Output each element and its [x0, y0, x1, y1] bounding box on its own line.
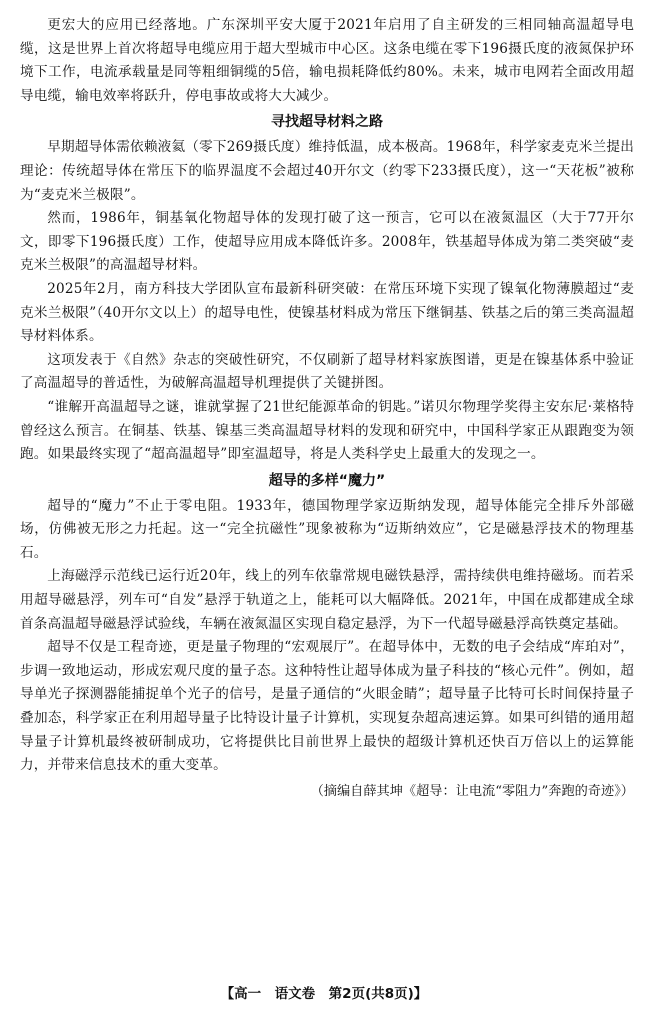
paragraph: 超导的“魔力”不止于零电阻。1933年，德国物理学家迈斯纳发现，超导体能完全排斥外部磁场，仿佛被无形之力托起。这一“完全抗磁性”现象被称为“迈斯纳效应”，它是磁悬浮技术的物理基石。 [20, 497, 634, 561]
paragraph-intro: 更宏大的应用已经落地。广东深圳平安大厦于2021年启用了自主研发的三相同轴高温超导电缆，这是世界上首次将超导电缆应用于超大型城市中心区。这条电缆在零下196摄氏度的液氮保护环境下工作，电流承载量是同等粗细铜缆的5倍，输电损耗降低约80%。未来，城市电网若全面改用超导电缆，输电效率将跃升，停电事故或将大大减少。 [20, 17, 634, 104]
document-body [20, 14, 634, 803]
paragraph: 早期超导体需依赖液氦（零下269摄氏度）维持低温，成本极高。1968年，科学家麦克米兰提出理论：传统超导体在常压下的临界温度不会超过40开尔文（约零下233摄氏度），这一“天花板”被称为“麦克米兰极限”。 [20, 139, 634, 203]
paragraph: 这项发表于《自然》杂志的突破性研究，不仅刷新了超导材料家族图谱，更是在镍基体系中验证了高温超导的普适性，为破解高温超导机理提供了关键拼图。 [20, 351, 634, 392]
paragraph: “谁解开高温超导之谜，谁就掌握了21世纪能源革命的钥匙。”诺贝尔物理学奖得主安东尼·莱格特曾经这么预言。在铜基、铁基、镍基三类高温超导材料的发现和研究中，中国科学家正从跟跑变为领跑。如果最终实现了“超高温超导”即室温超导，将是人类科学史上最重大的发现之一。 [20, 398, 634, 463]
section-heading-materials: 寻找超导材料之路 [271, 114, 383, 131]
paragraph: 超导不仅是工程奇迹，更是量子物理的“宏观展厅”。在超导体中，无数的电子会结成“库珀对”，步调一致地运动，形成宏观尺度的量子态。这种特性让超导体成为量子科技的“核心元件”。例如，超导单光子探测器能捕捉单个光子的信号，是量子通信的“火眼金睛”；超导量子比特可长时间保持量子叠加态，科学家正在利用超导量子比特设计量子计算机，实现复杂超高速运算。如果可纠错的通用超导量子计算机最终被研制成功，它将提供比目前世界上最快的超级计算机还快百万倍以上的运算能力，并带来信息技术的重大变革。 [20, 639, 634, 774]
paragraph: 然而，1986年，铜基氧化物超导体的发现打破了这一预言，它可以在液氮温区（大于77开尔文，即零下196摄氏度）工作，使超导应用成本降低许多。2008年，铁基超导体成为第二类突破“麦克米兰极限”的高温超导材料。 [20, 210, 634, 274]
paragraph: 2025年2月，南方科技大学团队宣布最新科研突破：在常压环境下实现了镍氧化物薄膜超过“麦克米兰极限”（40开尔文以上）的超导电性，使镍基材料成为常压下继铜基、铁基之后的第三类高温超导材料体系。 [20, 280, 634, 345]
page-footer: 【高一 语文卷 第2页(共8页)】 [220, 986, 428, 1002]
source-citation: （摘编自薛其坤《超导：让电流“零阻力”奔跑的奇迹》） [310, 783, 634, 799]
section-heading-magic: 超导的多样“魔力” [268, 472, 386, 489]
paragraph: 上海磁浮示范线已运行近20年，线上的列车依靠常规电磁铁悬浮，需持续供电维持磁场。而若采用超导磁悬浮，列车可“自发”悬浮于轨道之上，能耗可以大幅降低。2021年，中国在成都建成全球首条高温超导磁悬浮试验线，车辆在液氮温区实现自稳定悬浮，为下一代超导磁悬浮高铁奠定基础。 [20, 568, 634, 632]
